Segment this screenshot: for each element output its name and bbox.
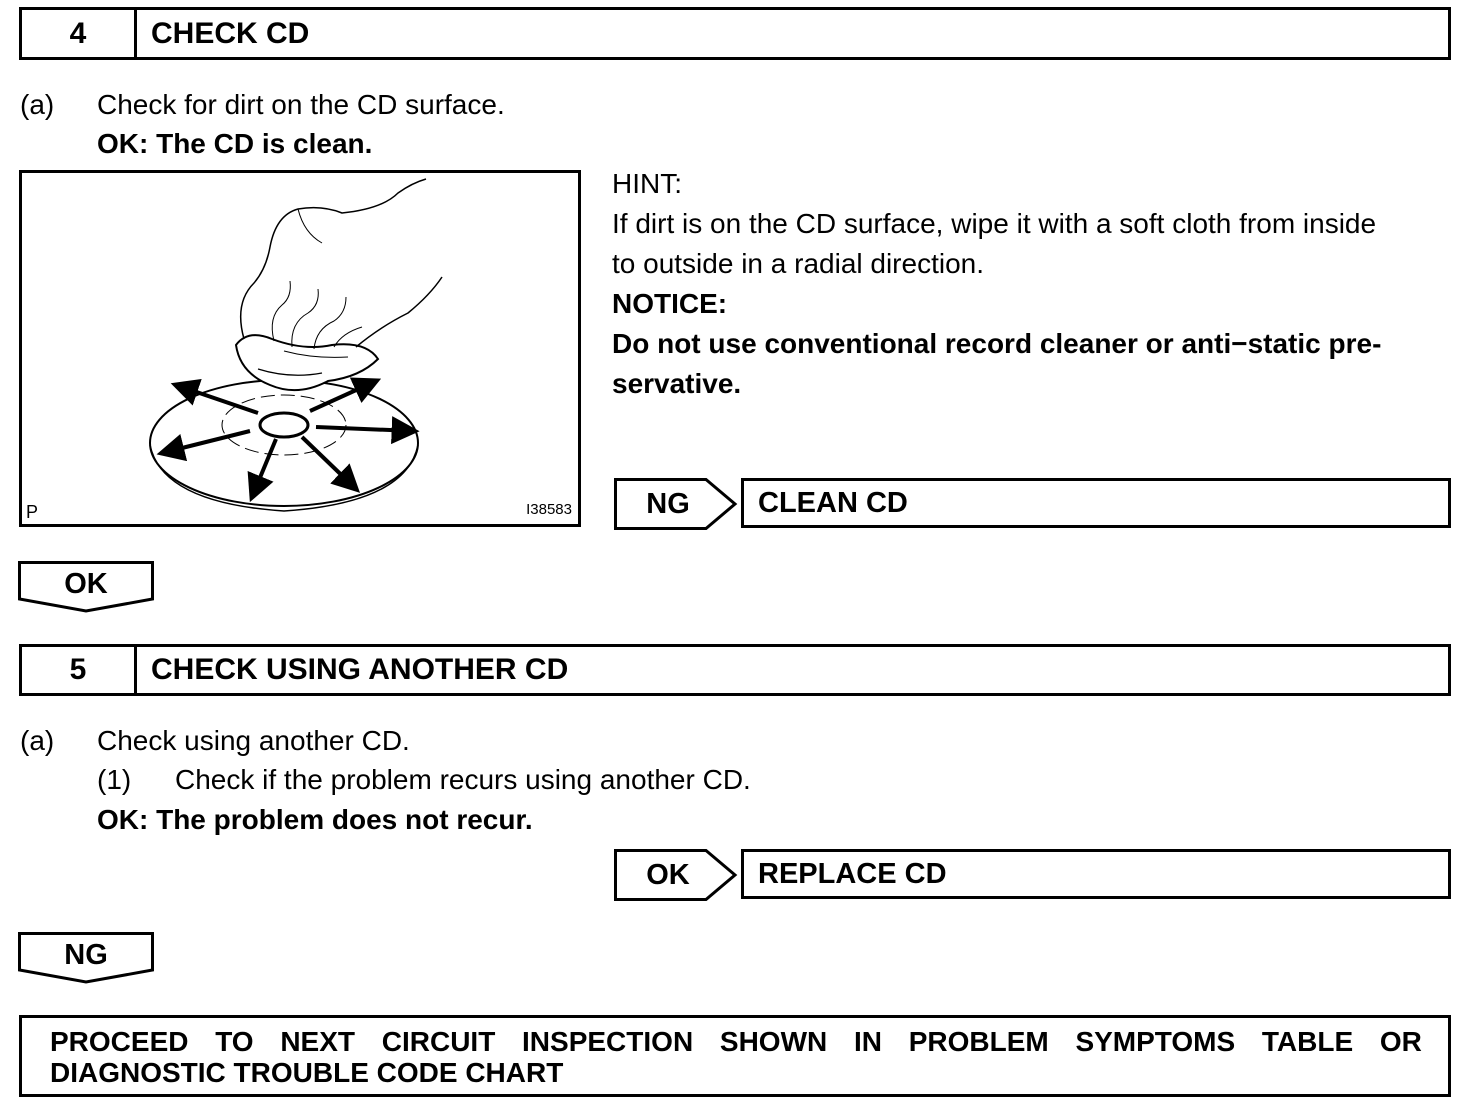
ok-tag-label: OK <box>64 567 108 600</box>
final-word: SHOWN <box>719 1026 828 1057</box>
ng-tag-label: NG <box>646 487 690 520</box>
step-title: CHECK USING ANOTHER CD <box>151 653 569 686</box>
ok-condition: OK: The problem does not recur. <box>97 804 533 835</box>
ok-result-tag <box>18 561 154 613</box>
ng-result-tag <box>18 932 154 984</box>
hint-text-line2: to outside in a radial direction. <box>612 248 984 279</box>
step-5-header <box>19 644 1451 696</box>
final-word: PROBLEM <box>908 1026 1049 1057</box>
final-word: IN <box>853 1026 882 1057</box>
ok-condition: OK: The CD is clean. <box>97 128 373 159</box>
cd-wipe-drawing <box>22 173 578 524</box>
sub-item-text: Check if the problem recurs using another CD. <box>175 764 751 795</box>
step-4-header <box>19 7 1451 60</box>
step-number: 4 <box>22 10 137 57</box>
cd-cleaning-illustration <box>19 170 581 527</box>
ok-tag-label: OK <box>646 858 690 891</box>
final-word: TABLE <box>1261 1026 1354 1057</box>
final-instruction-line2: DIAGNOSTIC TROUBLE CODE CHART <box>50 1057 564 1088</box>
hint-text-line1: If dirt is on the CD surface, wipe it with a soft cloth from inside <box>612 208 1377 239</box>
final-word: CIRCUIT <box>381 1026 496 1057</box>
item-marker: (a) <box>20 725 55 756</box>
final-word: OR <box>1379 1026 1422 1057</box>
item-text: Check using another CD. <box>97 725 410 756</box>
item-marker: (a) <box>20 89 55 120</box>
ng-result-tag <box>614 478 738 530</box>
notice-text-line2: servative. <box>612 368 742 399</box>
final-word: TO <box>215 1026 254 1057</box>
figure-code: I38583 <box>526 501 572 518</box>
ok-result-tag <box>614 849 738 901</box>
final-word: SYMPTOMS <box>1075 1026 1236 1057</box>
ng-tag-label: NG <box>64 938 108 971</box>
ok-action-box: REPLACE CD <box>741 849 1451 899</box>
hint-label: HINT: <box>612 168 682 199</box>
sub-item-marker: (1) <box>97 764 132 795</box>
final-word: NEXT <box>280 1026 356 1057</box>
final-word: PROCEED <box>50 1026 189 1057</box>
ng-action-box: CLEAN CD <box>741 478 1451 528</box>
final-word: INSPECTION <box>522 1026 694 1057</box>
step-title: CHECK CD <box>151 16 310 50</box>
figure-letter: P <box>26 502 39 522</box>
notice-label: NOTICE: <box>612 288 728 319</box>
notice-text-line1: Do not use conventional record cleaner or anti−static pre- <box>612 328 1382 359</box>
item-text: Check for dirt on the CD surface. <box>97 89 505 120</box>
next-procedure-box <box>19 1015 1451 1097</box>
step-number: 5 <box>22 647 137 693</box>
final-instruction-line1 <box>50 1026 1422 1057</box>
